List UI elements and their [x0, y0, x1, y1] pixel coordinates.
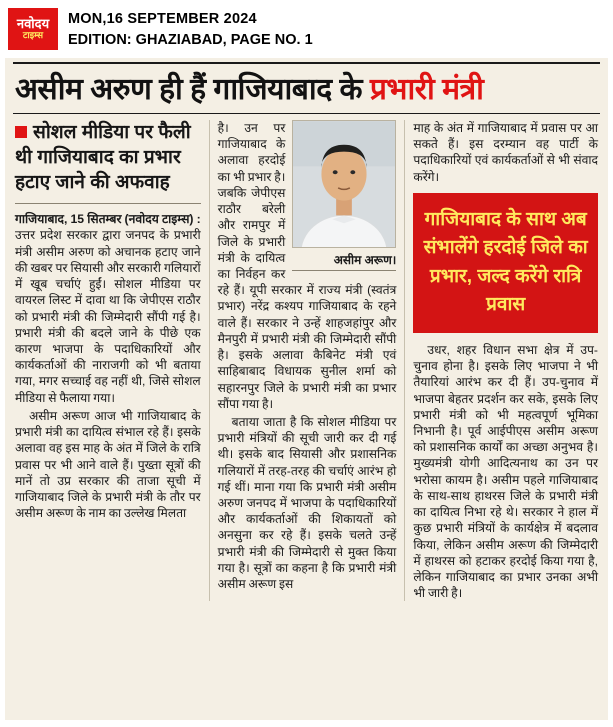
column-left [13, 120, 209, 601]
article-headline [15, 67, 598, 108]
red-square-bullet-icon [15, 126, 27, 138]
headline-block [13, 62, 600, 114]
masthead-text [68, 11, 313, 48]
portrait-photo-illustration [293, 121, 395, 247]
article-subhead [15, 120, 201, 204]
headline-red-part: प्रभारी मंत्री [369, 73, 484, 106]
logo-text-line2: टाइम्स [22, 30, 44, 41]
subhead-text: सोशल मीडिया पर फैली थी गाजियाबाद का प्रभार हटाए जाने की अफवाह [15, 122, 191, 194]
portrait-photo [292, 120, 396, 248]
newspaper-logo [8, 8, 58, 50]
article-columns [13, 120, 600, 601]
column-right [404, 120, 600, 601]
logo-text-line1: नवोदय [16, 16, 50, 32]
highlight-box: गाजियाबाद के साथ अब संभालेंगे हरदोई जिले का प्रभार, जल्द करेंगे रात्रि प्रवास [413, 193, 598, 333]
body-paragraph: बताया जाता है कि सोशल मीडिया पर प्रभारी मंत्रियों की सूची जारी कर दी गई थी। इसके बाद सियासी और प्रशासनिक गलियारों में तरह-तरह की चर्चाएं आरंभ हो गई थीं। माना गया कि प्रभारी मंत्री असीम अरुण जनपद में भाजपा के पदाधिकारियों और कार्यकर्ताओं की शिकायतों को अनसुना कर रहे हैं। इसके चलते उन्हें प्रभारी मंत्री की जिम्मेदारी से मुक्त किया गया है। सूत्रों का कहना है कि प्रभारी मंत्री असीम अरूण इस [217, 414, 397, 592]
paragraph-text: उत्तर प्रदेश सरकार द्वारा जनपद के प्रभारी मंत्री असीम अरुण को अचानक हटाए जाने की खबर पर सियासी और सरकारी गलियारों में खूब चर्चाएं हुईं। सोशल मीडिया पर वायरल लिस्ट में दावा था कि जेपीएस राठौर को प्रभारी मंत्री की जिम्मेदारी सौंपी गई है। प्रभारी मंत्री की बदले जाने के पीछे एक कारण भाजपा के पदाधिकारियों और कार्यकर्ताओं की नाराजगी को भी बताया गया, मगर सच्चाई वह नहीं थी, जिसे सोशल मीडिया से फैलाया गया। [15, 228, 201, 405]
date-line: MON,16 SEPTEMBER 2024 [68, 10, 257, 27]
body-paragraph: माह के अंत में गाजियाबाद में प्रवास पर आ सकते हैं। इस दरम्यान वह पार्टी के पदाधिकारियों एवं कार्यकर्ताओं से भी संवाद करेंगे। [413, 121, 598, 184]
article-clipping [5, 58, 608, 720]
masthead [0, 0, 613, 56]
body-paragraph [15, 211, 201, 406]
photo-caption: असीम अरूण। [333, 253, 397, 267]
column-middle [209, 120, 405, 601]
body-paragraph: असीम अरूण आज भी गाजियाबाद के प्रभारी मंत्री का दायित्व संभाल रहे हैं। इसके अलावा वह इस माह के अंत में जिले के रात्रि प्रवास पर भी आने वाले हैं। पुख्ता सूत्रों की मानें तो उप्र सरकार की ताजा सूची में गाजियाबाद जिले के प्रभारी मंत्री के तौर पर असीम अरूण के नाम का उल्लेख मिलता [15, 408, 201, 521]
dateline: गाजियाबाद, 15 सितम्बर (नवोदय टाइम्स) : [15, 212, 201, 227]
body-paragraph: उधर, शहर विधान सभा क्षेत्र में उप-चुनाव होना है। इसके लिए भाजपा ने भी तैयारियां आरंभ कर दी हैं। उप-चुनाव में भाजपा बेहतर प्रदर्शन कर सके, इसके लिए प्रभारी मंत्री को भी महत्वपूर्ण भूमिका निभानी है। पूर्व आईपीएस असीम अरूण को प्रशासनिक कार्यों का अच्छा अनुभव है। मुख्यमंत्री योगी आदित्यनाथ का उन पर भरोसा कायम है। असीम पहले गाजियाबाद के साथ-साथ हाथरस जिले के प्रभारी मंत्री का दायित्व निभा रहे थे। सरकार ने हाल में कुछ प्रभारी मंत्रियों के कार्यक्षेत्र में बदलाव किया, लेकिन असीम अरूण की जिम्मेदारी में हाथरस को हटाकर हरदोई किया गया है, लेकिन गाजियाबाद का प्रभार उनका अभी भी जारी है। [413, 342, 598, 601]
portrait-photo-figure [292, 120, 396, 271]
body-paragraph: है। उन पर गाजियाबाद के अलावा हरदोई का भी प्रभार है। जबकि जेपीएस राठौर बरेली और रामपुर में जिले के प्रभारी मंत्री के दायित्व का निर्वहन कर रहे हैं। यूपी सरकार में राज्य मंत्री (स्वतंत्र प्रभार) नरेंद्र कश्यप गाजियाबाद के रहने वाले हैं। सरकार ने उन्हें शाहजहांपुर और मैनपुरी में प्रभारी मंत्री की जिम्मेदारी सौंपी है। इसके अलावा कैबिनेट मंत्री एवं साहिबाबाद विधायक सुनील शर्मा को सहारनपुर जिले के प्रभारी मंत्री का प्रभार सौंपा गया है। [217, 121, 397, 411]
headline-black-part: असीम अरुण ही हैं गाजियाबाद के [15, 73, 370, 106]
edition-line: EDITION: GHAZIABAD, PAGE NO. 1 [68, 31, 313, 48]
